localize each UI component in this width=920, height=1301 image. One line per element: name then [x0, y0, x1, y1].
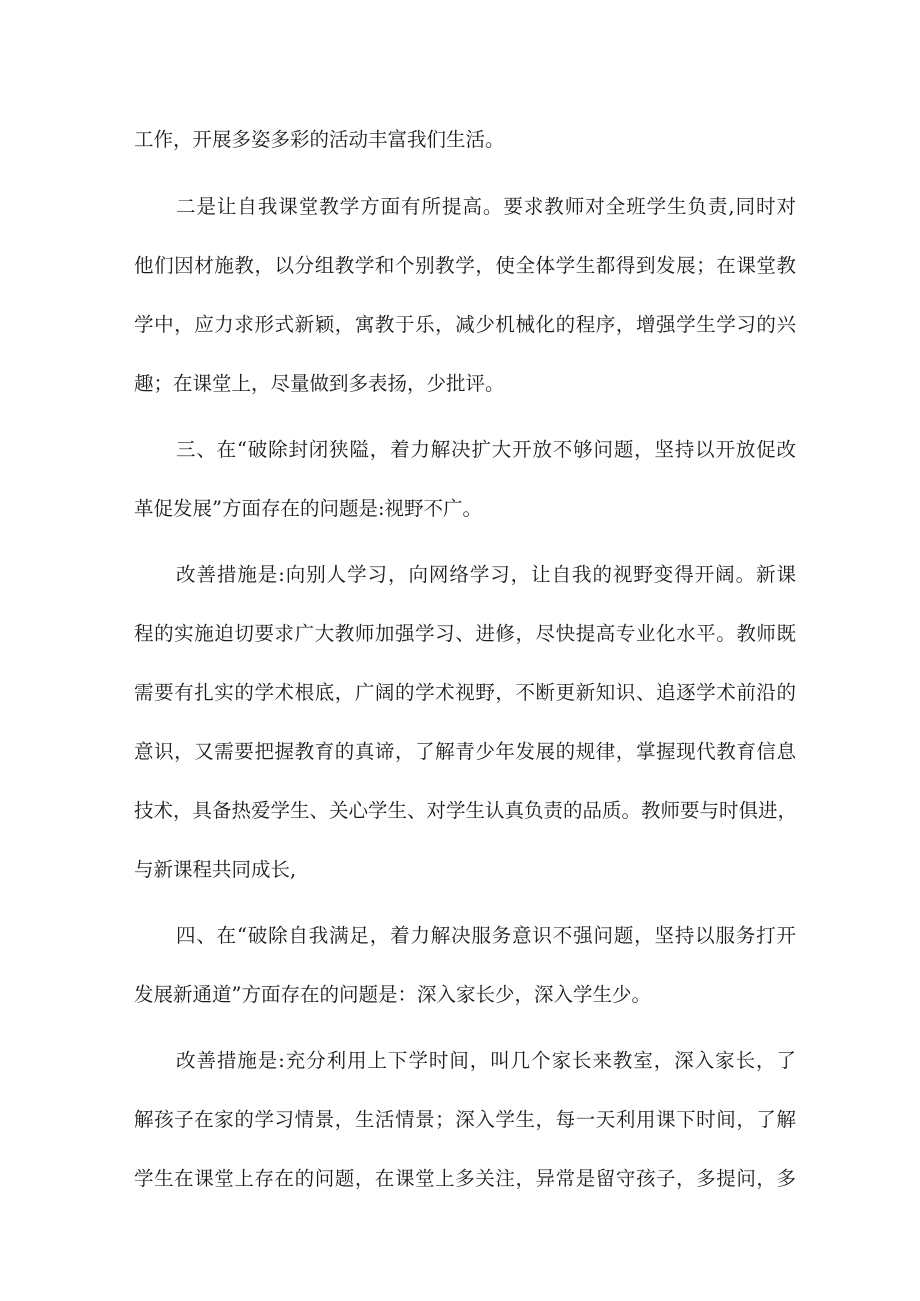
text-line [0, 975, 920, 1015]
line-text: 发展新通道”方面存在的问题是：深入家长少，深入学生少。 [134, 983, 651, 1006]
text-line [0, 732, 920, 772]
line-text: 意识，又需要把握教育的真谛，了解青少年发展的规律，掌握现代教育信息 [134, 740, 796, 763]
text-line [0, 1041, 920, 1081]
line-text: 二是让自我课堂教学方面有所提高。要求教师对全班学生负责,同时对 [176, 195, 796, 218]
line-text: 三、在“破除封闭狭隘，着力解决扩大开放不够问题，坚持以开放促改 [176, 438, 796, 461]
line-text: 解孩子在家的学习情景，生活情景；深入学生，每一天利用课下时间，了解 [134, 1108, 796, 1131]
line-text: 学生在课堂上存在的问题，在课堂上多关注，异常是留守孩子，多提问，多 [134, 1167, 796, 1190]
line-text: 趣；在课堂上，尽量做到多表扬，少批评。 [134, 372, 505, 395]
line-text: 程的实施迫切要求广大教师加强学习、进修，尽快提高专业化水平。教师既 [134, 622, 796, 645]
text-line [0, 305, 920, 345]
text-line [0, 555, 920, 595]
line-text: 与新课程共同成长, [134, 858, 297, 881]
text-line [0, 430, 920, 470]
line-text: 工作，开展多姿多彩的活动丰富我们生活。 [134, 128, 505, 151]
line-text: 技术，具备热爱学生、关心学生、对学生认真负责的品质。教师要与时俱进， [134, 799, 798, 822]
line-text: 革促发展”方面存在的问题是:视野不广。 [134, 497, 483, 520]
text-line [0, 246, 920, 286]
text-line [0, 673, 920, 713]
text-line [0, 120, 920, 160]
text-line [0, 614, 920, 654]
line-text: 他们因材施教，以分组教学和个别教学，使全体学生都得到发展；在课堂教 [134, 254, 796, 277]
text-line [0, 364, 920, 404]
text-line [0, 850, 920, 890]
text-line [0, 1100, 920, 1140]
text-line [0, 1159, 920, 1199]
line-text: 四、在“破除自我满足，着力解决服务意识不强问题，坚持以服务打开 [176, 924, 796, 947]
line-text: 改善措施是:向别人学习，向网络学习，让自我的视野变得开阔。新课 [176, 563, 796, 586]
line-text: 学中，应力求形式新颖，寓教于乐，减少机械化的程序，增强学生学习的兴 [134, 313, 796, 336]
text-line [0, 489, 920, 529]
text-line [0, 187, 920, 227]
text-line [0, 916, 920, 956]
line-text: 改善措施是:充分利用上下学时间，叫几个家长来教室，深入家长，了 [176, 1049, 796, 1072]
line-text: 需要有扎实的学术根底，广阔的学术视野，不断更新知识、追逐学术前沿的 [134, 681, 796, 704]
text-line [0, 791, 920, 831]
